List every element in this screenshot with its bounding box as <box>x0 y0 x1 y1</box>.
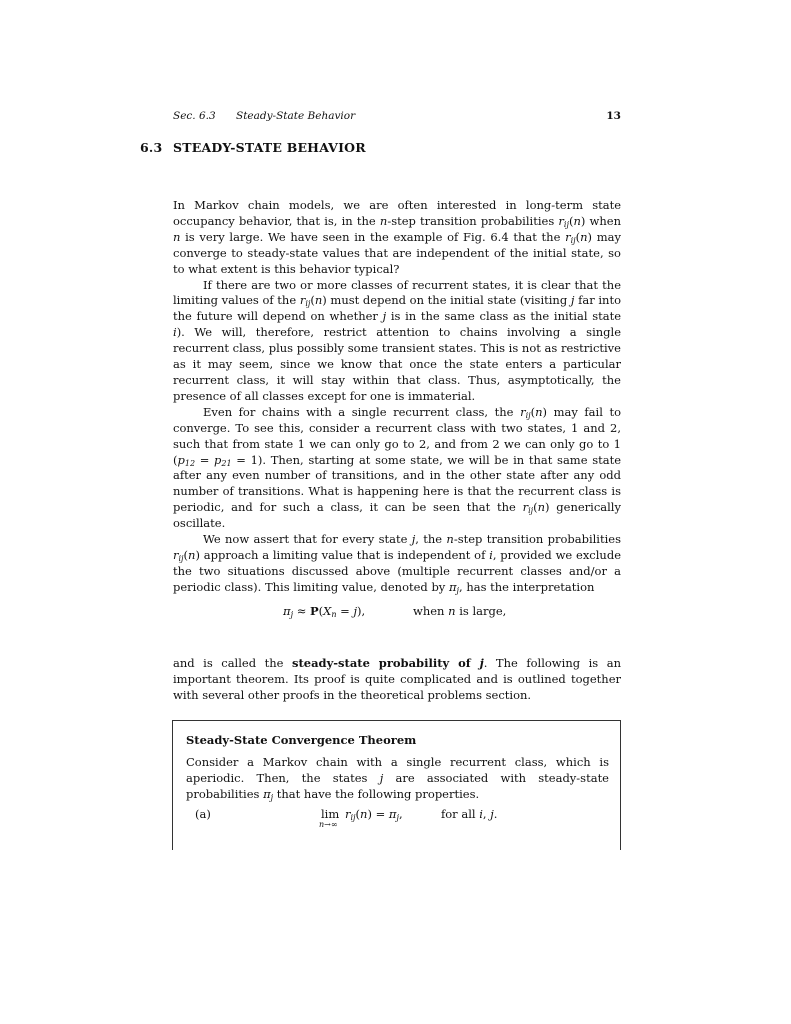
equation-lhs: $\pi_j \approx P(X_n = j)$, <box>283 604 366 619</box>
body-text <box>173 198 621 596</box>
paragraph-5: and is called the steady-state probability of j. The following is an important theorem. Its proof is quite complicated and is outlined together with several other proofs in the theoretical problems section. <box>173 656 621 702</box>
theorem-box <box>172 720 621 850</box>
limit-operator: lim n→∞ <box>319 807 340 829</box>
paragraph-4: We now assert that for every state j, the n-step transition probabilities $r_{ij}(n)$ approach a limiting value that is independent of i, provided we exclude the two situations discussed above (multiple recurrent classes and/or a periodic class). This limiting value, denoted by $\pi_j$, has the interpretation <box>173 532 622 595</box>
theorem-statement: Consider a Markov chain with a single recurrent class, which is aperiodic. Then, the states j are associated with steady-state probabilities $\pi_j$ that have the following properties. <box>186 755 609 802</box>
paragraph-3: Even for chains with a single recurrent class, the $r_{ij}(n)$ may fail to converge. To see this, consider a recurrent class with two states, 1 and 2, such that from state 1 we can only go to 2, and from 2 we can only go to 1 $(p_{12} = p_{21} = 1)$. Then, starting at some state, we will be in that same state after any even number of transitions, and in the other state after any odd number of transitions. What is happening here is that the recurrent class is periodic, and for such a class, it can be seen that the $r_{ij}(n)$ generically oscillate. <box>173 404 621 531</box>
paragraph-1: In Markov chain models, we are often interested in long-term state occupancy behavior, that is, in the n-step transition probabilities $r_{ij}(n)$ when n is very large. We have seen in the example of Fig. 6.4 that the $r_{ij}(n)$ may converge to steady-state values that are independent of the initial state, so to what extent is this behavior typical? <box>173 198 621 276</box>
after-equation-text <box>173 656 621 704</box>
theorem-title: Steady-State Convergence Theorem <box>186 733 417 747</box>
section-heading <box>140 140 366 155</box>
section-number: 6.3 <box>140 140 163 155</box>
section-title: STEADY-STATE BEHAVIOR <box>173 140 366 155</box>
running-head-title: Steady-State Behavior <box>236 110 356 122</box>
paragraph-2: If there are two or more classes of recurrent states, it is clear that the limiting values of the $r_{ij}(n)$ must depend on the initial state (visiting j far into the future will depend on whether j is in the same class as the initial state i). We will, therefore, restrict attention to chains involving a single recurrent class, plus possibly some transient states. This is not as restrictive as it may seem, since we know that once the state enters a particular recurrent class, it will stay within that class. Thus, asymptotically, the presence of all classes except for one is immaterial. <box>173 277 621 403</box>
theorem-item-label: (a) <box>195 807 211 821</box>
display-equation <box>173 604 621 622</box>
limit-condition: for all i, j. <box>441 807 498 821</box>
limit-expression: $r_{ij}(n) = \pi_j$, <box>345 807 403 822</box>
running-head <box>173 110 621 126</box>
running-head-section: Sec. 6.3 <box>173 110 216 122</box>
equation-condition: when n is large, <box>413 604 507 618</box>
page-number: 13 <box>606 110 621 122</box>
